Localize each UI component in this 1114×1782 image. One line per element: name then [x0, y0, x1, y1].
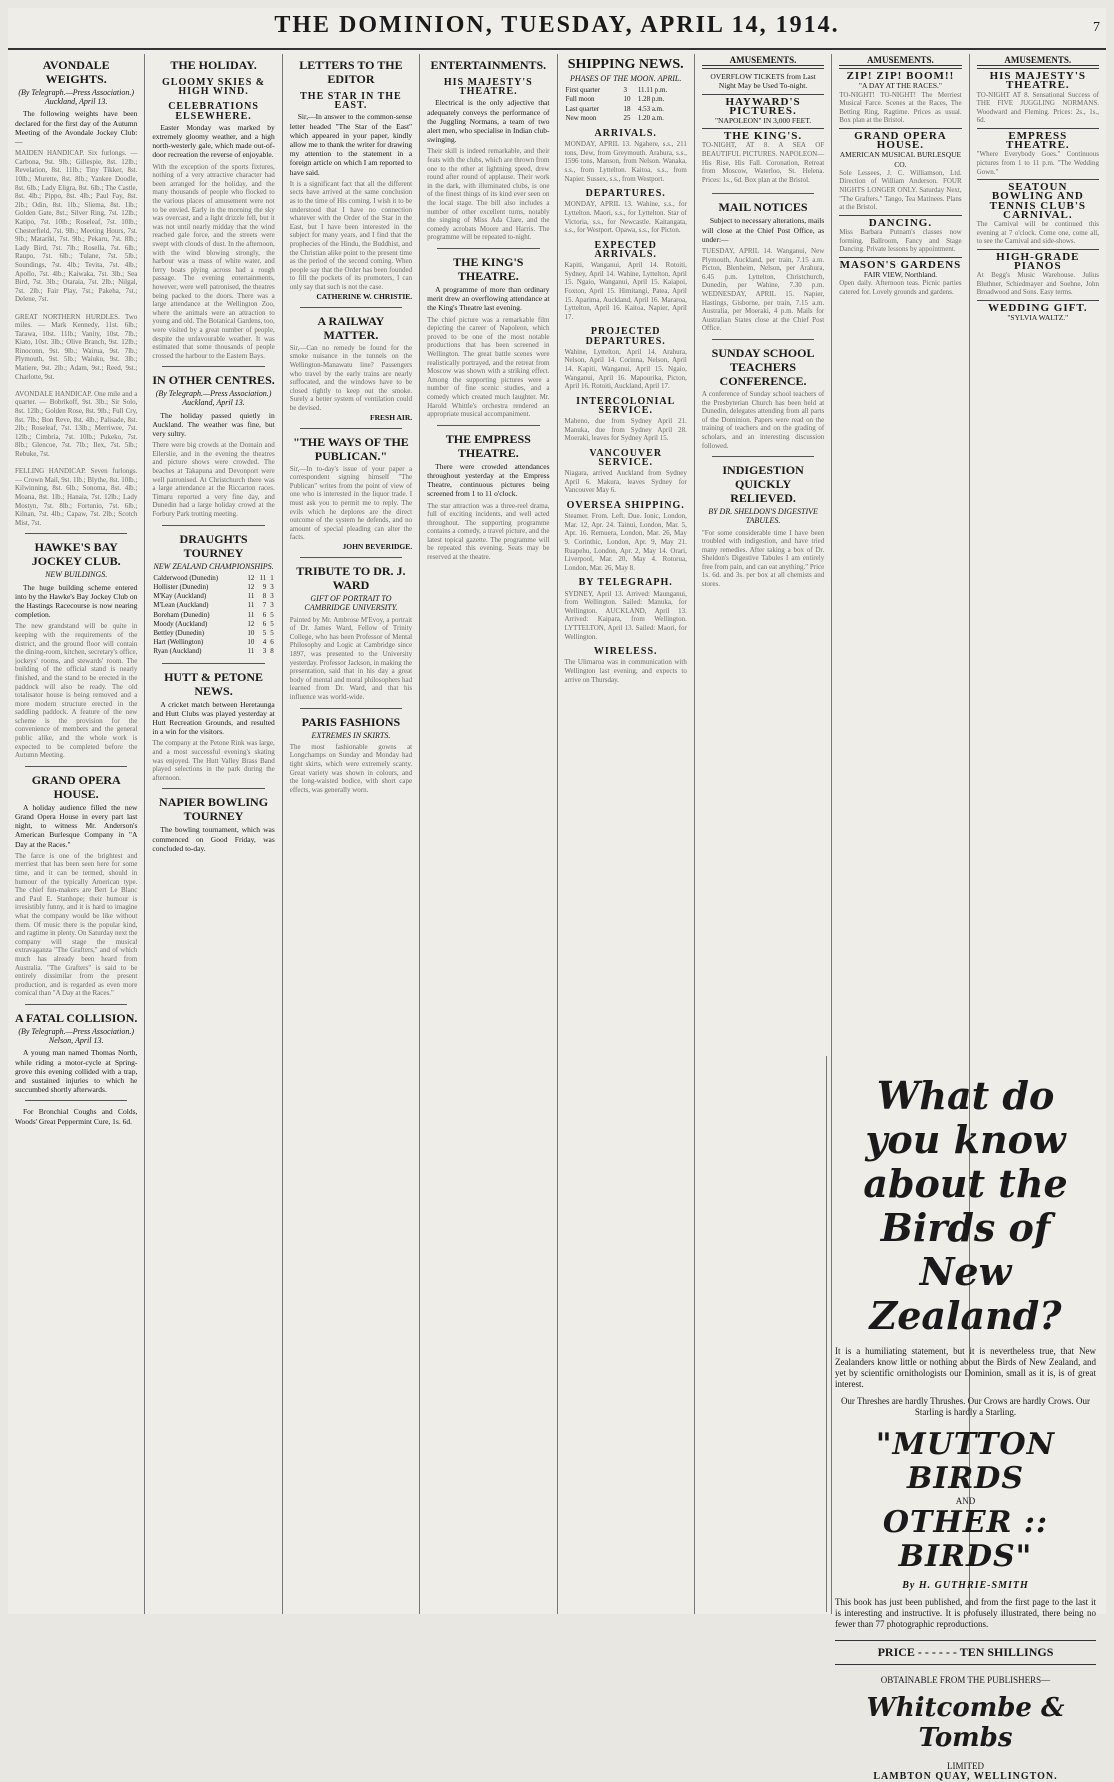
- publisher-address: LAMBTON QUAY, WELLINGTON.: [873, 1771, 1058, 1782]
- table-cell: 12: [247, 573, 255, 582]
- article-continuation: Their skill is indeed remarkable, and their feats with the clubs, which are thrown from one to the other at lightning speed, drew round after round of applause. Their work in the dark, with illuminated clubs, is one of the finest things of its kind ever seen on the local stage. The bill also includes a number of other excellent turns, notably the singing of Miss Ada Clare, and the comedy acrobats Moore and Harris. The programme will be repeated to-night.: [427, 147, 550, 242]
- table-row: [152, 638, 274, 647]
- section-heading: ARRIVALS.: [594, 128, 657, 140]
- table-cell: 7: [262, 601, 267, 610]
- article-text: A young man named Thomas North, while riding a motor-cycle at Spring-grove this evening collided with a trap, and sustained injuries to which he succumbed shortly afterwards.: [15, 1048, 138, 1095]
- subheading: THE STAR IN THE EAST.: [300, 91, 402, 112]
- advert-grand-opera-house: GRAND OPERA HOUSE. AMERICAN MUSICAL BURLESQUE CO. Sole Lessees, J. C. Williamson, Ltd. Direction of William Anderson. FOUR NIGHTS LONGER ONLY. Saturday Next, "The Grafters." Tango, Tea Matinees. Plans at the Bristol.: [839, 128, 961, 215]
- subheading: PHASES OF THE MOON. APRIL.: [569, 74, 682, 83]
- table-cell: New moon: [565, 113, 597, 122]
- moon-phases-table: [565, 86, 687, 123]
- table-row: [152, 647, 274, 656]
- table-cell: Bettley (Dunedin): [153, 629, 205, 638]
- heading-mail-notices: MAIL NOTICES: [718, 200, 808, 215]
- table-cell: Boreham (Dunedin): [153, 610, 210, 619]
- article-text: Easter Monday was marked by extremely gloomy weather, and a high north-westerly gale, which made out-of-door recreation the reverse of enjoyable.: [152, 122, 275, 160]
- heading-avondale-weights: AVONDALE WEIGHTS.: [42, 58, 110, 86]
- article-text: The following weights have been declared for the first day of the Autumn Meeting of the Avondale Jockey Club:—: [15, 109, 138, 147]
- table-cell: 18: [623, 104, 631, 113]
- advert-masons-gardens: MASON'S GARDENS FAIR VIEW, Northland. Open daily. Afternoon teas. Picnic parties catered for. Lovely grounds and gardens.: [839, 257, 961, 300]
- heading-the-holiday: THE HOLIDAY.: [170, 58, 257, 72]
- shipping-list: SYDNEY, April 13. Arrived: Maunganui, from Wellington. Sailed: Manuka, for Wellington. AUCKLAND, April 13. Arrived: Kaipara, from Wellington. LYTTELTON, April 13. Sailed: Maori, for Wellington.: [564, 589, 687, 641]
- section-heading: INTERCOLONIAL SERVICE.: [576, 395, 676, 416]
- dateline: (By Telegraph.—Press Association.) Auckland, April 13.: [155, 389, 272, 408]
- shipping-list: MONDAY, APRIL 13. Wahine, s.s., for Lyttelton. Maori, s.s., for Lyttelton. Star of Victoria, s.s., for Newcastle. Kaitangata, s.s., for Westport. Opawa, s.s., for Picton.: [564, 200, 687, 235]
- table-cell: 8: [262, 592, 267, 601]
- article-continuation: The star attraction was a three-reel drama, full of exciting incidents, and well acted throughout. The supporting programme contains a comedy, a travel picture, and the latest topical gazette. The programme will be repeated this evening. Seats may be reserved at the theatre.: [427, 501, 550, 562]
- letter-signature: JOHN BEVERIDGE.: [342, 542, 413, 552]
- section-heading: WIRELESS.: [593, 646, 658, 658]
- table-cell: 6: [262, 619, 267, 628]
- heading-fatal-collision: A FATAL COLLISION.: [15, 1010, 138, 1025]
- table-cell: 9: [262, 583, 267, 592]
- heading-paris-fashions: PARIS FASHIONS: [301, 714, 401, 729]
- section-heading: EXPECTED ARRIVALS.: [594, 239, 657, 260]
- heading-ways-of-publican: "THE WAYS OF THE PUBLICAN.": [293, 434, 409, 463]
- table-cell: 11: [247, 601, 255, 610]
- table-cell: 25: [623, 113, 631, 122]
- table-row: [565, 86, 687, 95]
- obtainable-line: OBTAINABLE FROM THE PUBLISHERS—: [880, 1675, 1051, 1685]
- advert-wedding-gift: WEDDING GIFT. "SYLVIA WALTZ.": [977, 300, 1099, 325]
- article-text: Electrical is the only adjective that adequately conveys the performance of the Juggling Normans, a team of two alert men, who specialise in Indian club-swinging.: [427, 98, 550, 145]
- subheading: GIFT OF PORTRAIT TO CAMBRIDGE UNIVERSITY.: [304, 594, 398, 613]
- book-description: This book has just been published, and from the first page to the last it is interesting and instructive. It is profusely illustrated, there being no fewer than 77 photographic reproductions.: [835, 1597, 1096, 1629]
- table-cell: First quarter: [565, 86, 600, 95]
- table-row: [152, 601, 274, 610]
- table-cell: M'Kay (Auckland): [153, 592, 207, 601]
- heading-kings-theatre: THE KING'S THEATRE.: [453, 254, 524, 283]
- advert-seatoun: SEATOUN BOWLING AND TENNIS CLUB'S CARNIVAL. The Carnival will be continued this evening at 7 o'clock. Come one, come all, to see the Carnival and side-shows.: [977, 179, 1099, 249]
- shipping-list: Maheno, due from Sydney April 21. Manuka, due from Sydney April 28. Moeraki, leaves for Sydney April 15.: [564, 417, 687, 443]
- masthead-title: THE DOMINION, TUESDAY, APRIL 14, 1914.: [274, 12, 840, 38]
- amusements-heading: AMUSEMENTS.: [702, 56, 824, 66]
- page-number: 7: [1093, 20, 1100, 35]
- advert-dancing: DANCING. Miss Barbara Putnam's classes now forming. Ballroom, Fancy and Stage Dancing. Private lessons by appointment.: [839, 215, 961, 257]
- article-text: Painted by Mr. Ambrose M'Evoy, a portrait of Dr. James Ward, Fellow of Trinity College, who has been Professor of Mental Philosophy and Logic at Cambridge since 1897, was presented to the University yesterday. Professor Jackson, in making the presentation, said that in his day a great body of mental and moral philosophers had learned from Dr. Ward, and that his influence was world-wide.: [289, 615, 413, 701]
- table-cell: 11: [259, 573, 267, 582]
- table-cell: Last quarter: [565, 104, 600, 113]
- table-cell: 1: [270, 573, 274, 582]
- table-row: [152, 574, 274, 583]
- amusements-heading: AMUSEMENTS.: [977, 56, 1099, 66]
- table-cell: 12: [247, 619, 255, 628]
- table-cell: Calderwood (Dunedin): [153, 573, 219, 582]
- table-cell: 5: [270, 610, 274, 619]
- article-text: The most fashionable gowns at Longchamps on Sunday and Monday had tight skirts, which were extremely scanty. Great variety was shown in colours, and the long-waisted bodice, with short cape effects, was generally worn.: [289, 742, 413, 794]
- table-cell: 5: [270, 629, 274, 638]
- table-cell: Moody (Auckland): [153, 619, 208, 628]
- table-cell: 3: [262, 647, 267, 656]
- article-text: The holiday passed quietly in Auckland. The weather was fine, but very sultry.: [152, 410, 275, 439]
- article-continuation: The farce is one of the brightest and merriest that has been seen here for some time, and it can be termed, should in humour of the typically American type. The chief fun-makers are Bert Le Blanc and Paul E. Stanhope; their humour is irresistibly funny, and it is hard to imagine what the company would be like without them. Of music there is the popular kind, and ragtime in plenty. On Saturday next the company will stage the musical extravaganza "The Grafters," and of which much has already been heard from Australia. "The Grafters" is said to be entirely dissimilar from the present production, and is regarded as even more comical than "A Day at the Races.": [15, 851, 138, 998]
- table-cell: 5: [270, 619, 274, 628]
- table-row: [152, 620, 274, 629]
- article-continuation: The new grandstand will be quite in keeping with the requirements of the district, and the ground floor will contain the dining-room, kitchen, secretary's office, jockeys' rooms, and stewards' room. The building of the official stand is nearly finished, and the stand to be erected in the paddock will also be ready. The old totalisator house is being removed and a more modern structure erected in the saddling paddock. A feature of the new scheme is the provision for the convenience of members and the general public alike, and the whole work is expected to be completed before the Autumn Meeting.: [15, 622, 138, 760]
- table-cell: 10: [247, 629, 255, 638]
- table-cell: 3: [623, 86, 627, 95]
- column-3: [283, 54, 420, 1614]
- article-text: A programme of more than ordinary merit drew an overflowing attendance at the King's Theatre last evening.: [427, 284, 550, 313]
- table-cell: 11.11 p.m.: [637, 86, 668, 95]
- shipping-list: The Ulimaroa was in communication with Wellington last evening, and expects to arrive on Thursday.: [564, 658, 687, 684]
- masthead: [8, 8, 1106, 50]
- advert-empress: EMPRESS THEATRE. "Where Everybody Goes." Continuous pictures from 1 to 11 p.m. "The Wedding Gown.": [977, 128, 1099, 179]
- article-continuation: It is a significant fact that all the different sects have arrived at the same conclusion as to the time of His coming. I wish it to be understood that I have no connection whatever with the Order of the Star in the East, but I have been interested in the subject for many years, and I find that the prophecies of the Hindu, the Buddhist, and the Christian alike point to the present time as the period of the second coming. When people say that the Order has been founded to fill the pockets of its promoters, I can only say that such is not the case.: [289, 179, 413, 291]
- shipping-list: Kapiti, Wanganui, April 14. Rotoiti, Sydney, April 14. Wahine, Lyttelton, April 15. Ngaio, Wanganui, April 15. Kaiapoi, Foxton, April 15. Himitangi, Patea, April 15. Aparima, Auckland, April 16. Mararoa, Lyttelton, April 16. Kaitoa, Napier, April 17.: [564, 261, 687, 321]
- subheading: GLOOMY SKIES & HIGH WIND.: [162, 77, 266, 98]
- article-text: There were crowded attendances throughout yesterday at the Empress Theatre, continuous pictures being screened from 1 to 11 o'clock.: [427, 461, 550, 499]
- section-heading: DEPARTURES.: [585, 188, 666, 200]
- draughts-table: [152, 574, 274, 657]
- book-title-line-2: OTHER :: BIRDS": [882, 1505, 1049, 1574]
- table-cell: 5: [262, 629, 267, 638]
- article-text: A conference of Sunday school teachers of the Presbyterian Church has been held at Dunedin, delegates attending from all parts of the Dominion. Papers were read on the training of teachers and on the grading of scholars, and an interesting discussion followed.: [701, 389, 825, 450]
- advert-line: For Bronchial Coughs and Colds, Woods' Great Peppermint Cure, 1s. 6d.: [15, 1107, 138, 1126]
- section-heading: VANCOUVER SERVICE.: [589, 447, 663, 469]
- heading-shipping-news: SHIPPING NEWS.: [567, 57, 684, 72]
- table-row: [152, 592, 274, 601]
- book-price: PRICE - - - - - - TEN SHILLINGS: [835, 1640, 1096, 1665]
- table-row: [152, 611, 274, 620]
- table-row: [152, 629, 274, 638]
- article-continuation: With the exception of the sports fixtures, nothing of a very attractive character had been arranged for the holiday, and the many thousands of people who flocked to the various places of amusement were not to be envied. Early in the morning the sky was overcast, and a light drizzle fell, but it was not until nearly midday that the wind reached gale force, and the streets were swept with clouds of dust. In the afternoon, with the wind blowing strongly, the harbour was a mass of white water, and ferry boats plying across had a rough passage. The evening entertainments, however, were well patronised, the theatres being packed to the doors. There was a large attendance at the Wellington Zoo, where the animals were an attraction to young and old. The Botanical Gardens, too, were visited by a great number of people, despite the unfavourable weather. It was estimated that some thousands of people crossed the harbour to the Eastern Bays.: [152, 162, 275, 360]
- column-2: [145, 54, 282, 1614]
- heading-entertainments: ENTERTAINMENTS.: [430, 58, 547, 72]
- column-5: [558, 54, 695, 1614]
- column-6: [695, 54, 832, 1614]
- heading-hutt-petone: HUTT & PETONE NEWS.: [164, 669, 264, 698]
- heading-tribute: TRIBUTE TO DR. J. WARD: [296, 564, 406, 593]
- table-cell: 6: [262, 610, 267, 619]
- dateline: (By Telegraph.—Press Association.) Nelson, April 13.: [18, 1026, 135, 1046]
- book-advertisement: [826, 1056, 1104, 1782]
- article-text: A holiday audience filled the new Grand Opera House in every part last night, to witness Mr. Anderson's American Burlesque Company in "A Day at the Races.": [15, 802, 138, 849]
- column-1: [8, 54, 145, 1614]
- subheading: EXTREMES IN SKIRTS.: [311, 730, 391, 740]
- section-heading: PROJECTED DEPARTURES.: [585, 326, 666, 347]
- heading-indigestion: INDIGESTION QUICKLY RELIEVED.: [722, 463, 804, 506]
- table-cell: Hart (Wellington): [153, 638, 204, 647]
- heading-letters: LETTERS TO THE EDITOR: [299, 58, 403, 86]
- publisher-limited: LIMITED: [947, 1761, 984, 1771]
- table-cell: 3: [270, 592, 274, 601]
- advert-text: "For some considerable time I have been troubled with indigestion, and have tried many remedies. After taking a box of Dr. Sheldon's Digestive Tabules I am entirely free from pain, and can eat anything." Price 1s. 6d. and 3s. per box at all chemists and stores.: [701, 528, 825, 589]
- subheading: CELEBRATIONS ELSEWHERE.: [168, 101, 259, 122]
- article-continuation: The chief picture was a remarkable film depicting the career of Napoleon, which proved to be one of the most notable productions that has been screened in Wellington. The great battle scenes were realistically portrayed, and the retreat from Moscow was shown with a striking effect. Among the supporting pictures were a number of fine scenic studies, and a comedy which created much laughter. Mr. Harold Whittle's orchestra rendered an appropriate musical accompaniment.: [427, 315, 550, 419]
- letter-signature: FRESH AIR.: [370, 412, 413, 422]
- table-cell: Ryan (Auckland): [153, 647, 202, 656]
- shipping-list: MONDAY, APRIL 13. Ngahere, s.s., 211 tons, Dew, from Greymouth. Arahura, s.s., 1596 tons, Manson, from Nelson. Wanaka, s.s., from Lyttelton. Kaitoa, s.s., from Napier. Sussex, s.s., from Westport.: [564, 140, 687, 183]
- book-author: By H. GUTHRIE-SMITH: [902, 1580, 1029, 1591]
- subheading: NEW BUILDINGS.: [45, 570, 108, 580]
- table-cell: 3: [270, 583, 274, 592]
- weights-listing: MAIDEN HANDICAP. Six furlongs. — Carbona, 9st. 9lb.; Gillespie, 8st. 12lb.; Revelation, 8st. 11lb.; Tiny Tikker, 8st. 10lb.; Murette, 8st. 8lb.; Yankee Doodle, 8st. 6lb.; Lady Eligra, 8st. 6lb.; The Castle, 8st. 4lb.; Pippo, 8st. 4lb.; Paul Fay, 8st. 2lb.; Odin, 8st. 1lb.; Sliema, 8st. 1lb.; Golden Gate, 8st.; Silver Ring, 7st. 12lb.; Katipo, 7st. 10lb.; Roseleaf, 7st. 10lb.; Chesterfield, 7st. 9lb.; Meeting Hours, 7st. 9lb.; Matariki, 7st. 9lb.; Pekaru, 7st. 8lb.; Lady Bird, 7st. 7lb.; Rosella, 7st. 6lb.; Raupo, 7st. 6lb.; Tulane, 7st. 5lb.; Soundings, 7st. 4lb.; Tevita, 7st. 4lb.; Apollo, 7st. 4lb.; Kaiwaka, 7st. 3lb.; Sea Bird, 7st. 3lb.; Otaraia, 7st. 2lb.; Nilgal, 7st. 2lb.; Fair Play, 7st.; Pakeha, 7st.; Delene, 7st. GREAT NORTHERN HURDLES. Two miles. — Mark Kennedy, 11st. 6lb.; Tarawa, 10st. 11lb.; Vanity, 10st. 7lb.; Kiato, 10st. 3lb.; Olive Branch, 9st. 12lb.; Rinoconn, 9st. 9lb.; Wairua, 9st. 7lb.; Plymouth, 9st. 5lb.; Waiuku, 9st. 3lb.; Matiere, 9st. 2lb.; Adam, 9st.; Reed, 9st.; Charlotte, 9st. AVONDALE HANDICAP. One mile and a quarter. — Bobrikoff, 9st. 3lb.; Sir Solo, 8st. 12lb.; Golden Rose, 8st. 9lb.; Full Cry, 8st. 7lb.; Bon Reve, 8st. 4lb.; Palisade, 8st. 2lb.; Roseleaf, 7st. 13lb.; Merriwee, 7st. 12lb.; Cimbria, 7st. 10lb.; Pukeko, 7st. 8lb.; Glencoe, 7st. 7lb.; Ilex, 7st. 5lb.; Rebuke, 7st. FELLING HANDICAP. Seven furlongs. — Crown Mail, 9st. 1lb.; Blythe, 8st. 10lb.; Kilwinning, 8st. 6lb.; Sonoma, 8st. 4lb.; Moana, 8st. 1lb.; Hanaia, 7st. 12lb.; Lady Mostyn, 7st. 8lb.; Fortunio, 7st. 6lb.; Kilnan, 7st. 4lb.; Capaw, 7st. 2lb.; Scotch Mist, 7st.: [15, 149, 138, 527]
- article-text: The bowling tournament, which was commenced on Good Friday, was concluded to-day.: [152, 825, 275, 853]
- table-cell: 10: [623, 95, 631, 104]
- article-text: A cricket match between Heretaunga and Hutt Clubs was played yesterday at Hutt Recreation Grounds, and resulted in a win for the visitors.: [152, 699, 275, 737]
- shipping-list: Steamer. From. Left. Due. Ionic, London, Mar. 12, Apr. 24. Tainui, London, Mar. 5, Apr. 16. Remuera, London, Mar. 26, May 9. Corinthic, London, Apr. 9, May 21. Ruapehu, London, Apr. 2, May 14. Orari, Liverpool, Mar. 20, May 4. Rotorua, London, Mar. 26, May 8.: [564, 512, 687, 572]
- advert-body: It is a humiliating statement, but it is nevertheless true, that New Zealanders know little or nothing about the Birds of New Zealand, and yet by scientific ornithologists our Dominion, small as it is, is of great interest.: [835, 1346, 1096, 1389]
- advert-his-majestys: HIS MAJESTY'S THEATRE. TO-NIGHT AT 8. Sensational Success of THE FIVE JUGGLING NORMANS. Woodward and Fleming. Prices: 2s., 1s., 6d.: [977, 68, 1099, 128]
- article-text: Subject to necessary alterations, mails will close at the Chief Post Office, as under:—: [701, 216, 825, 244]
- dateline: (By Telegraph.—Press Association.) Auckland, April 13.: [18, 88, 135, 107]
- heading-railway-matter: A RAILWAY MATTER.: [317, 313, 385, 342]
- table-cell: 6: [270, 638, 274, 647]
- table-cell: 1.28 p.m.: [637, 95, 665, 104]
- advert-day-at-races: ZIP! ZIP! BOOM!! "A DAY AT THE RACES." TO-NIGHT! TO-NIGHT! The Merriest Musical Farce. Scenes at the Races, The Betting Ring, Ragtime. Prices as usual. Box plan at the Bristol.: [839, 68, 961, 128]
- advert-headline: What do you know about the Birds of New Zealand?: [863, 1073, 1068, 1338]
- table-cell: 11: [247, 610, 255, 619]
- heading-grand-opera-house: GRAND OPERA HOUSE.: [31, 772, 121, 801]
- article-text: Sir,—Can no remedy be found for the smoke nuisance in the tunnels on the Wellington-Manawatu line? Passengers who travel by the early trains are nearly suffocated, and the windows have to be closed tightly to keep out the smoke. Surely a better system of ventilation could be devised.: [289, 343, 413, 412]
- article-continuation: The company at the Petone Rink was large, and a most successful evening's skating was enjoyed. The Hutt Valley Brass Band played selections in the park during the afternoon.: [152, 739, 275, 782]
- advert-overflow: OVERFLOW TICKETS from Last Night May be Used To-night.: [702, 68, 824, 93]
- advert-tagline: Our Threshes are hardly Thrushes. Our Crows are hardly Crows. Our Starling is hardly a Starling.: [840, 1396, 1091, 1417]
- table-cell: Full moon: [565, 95, 595, 104]
- table-cell: 12: [247, 583, 255, 592]
- book-title-and: AND: [955, 1496, 976, 1506]
- book-title-line-1: "MUTTON BIRDS: [875, 1427, 1056, 1496]
- table-cell: Hollister (Dunedin): [153, 583, 209, 592]
- heading-hawkes-bay: HAWKE'S BAY JOCKEY CLUB.: [31, 540, 121, 569]
- letter-signature: CATHERINE W. CHRISTIE.: [316, 291, 413, 301]
- shipping-list: Niagara, arrived Auckland from Sydney April 6. Makura, leaves Sydney for Vancouver May 6.: [564, 469, 687, 495]
- subheading: BY DR. SHELDON'S DIGESTIVE TABULES.: [708, 507, 818, 526]
- article-text: Sir,—In to-day's issue of your paper a correspondent signing himself "The Publican" writes from the point of view of one who is interested in the liquor trade. I must ask you to permit me to reply. The evils which he deplores are the direct outcome of the system he defends, and no amount of special pleading can alter the facts.: [289, 464, 413, 542]
- table-row: [565, 114, 687, 123]
- shipping-list: Wahine, Lyttelton, April 14. Arahura, Nelson, April 14. Corinna, Nelson, April 14. Kapiti, Wanganui, April 15. Ngaio, Wanganui, April 16. Mapourika, Picton, April 16. Rotoiti, Auckland, April 17.: [564, 347, 687, 391]
- table-cell: 11: [247, 647, 255, 656]
- heading-empress-theatre: THE EMPRESS THEATRE.: [445, 431, 531, 460]
- table-cell: 4: [262, 638, 267, 647]
- section-heading: BY TELEGRAPH.: [578, 577, 673, 589]
- newspaper-page: [8, 8, 1106, 1782]
- article-continuation: There were big crowds at the Domain and Ellerslie, and in the evening the theatres and picture shows were crowded. The beaches at Takapuna and Devonport were well patronised. At Christchurch there was a large attendance at the Riccarton races. Timaru reported a very fine day, and Dunedin had a large holiday crowd at the Forbury Park trotting meeting.: [152, 441, 275, 519]
- column-4: [420, 54, 557, 1614]
- advert-kings: THE KING'S. TO-NIGHT, AT 8. A SEA OF BEAUTIFUL PICTURES. NAPOLEON—His Rise, His Fall. Coronation, Retreat from Moscow, Waterloo, St. Helena. Prices: 1s., 6d. Box plan at the Bristol.: [702, 128, 824, 187]
- heading-draughts-tourney: DRAUGHTS TOURNEY: [179, 531, 248, 560]
- section-heading: OVERSEA SHIPPING.: [566, 500, 685, 512]
- article-text: The huge building scheme entered into by the Hawke's Bay Jockey Club on the Hastings Racecourse is now nearing completion.: [15, 582, 138, 620]
- heading-napier-bowling: NAPIER BOWLING TOURNEY: [159, 795, 269, 824]
- mail-listing: TUESDAY, APRIL 14. Wanganui, New Plymouth, Auckland, per train, 7.15 a.m. Picton, Blenheim, Nelson, per Arahura, 6.45 p.m. Lyttelton, Christchurch, Dunedin, per Wahine, 7.30 p.m. WEDNESDAY, APRIL 15. Napier, Hastings, Gisborne, per train, 7.15 a.m. Australia, per Moeraki, 4 p.m. Mails for Australian States close at the Chief Post Office.: [701, 247, 825, 333]
- publisher-name: Whitcombe & Tombs: [866, 1693, 1065, 1753]
- advert-pianos: HIGH-GRADE PIANOS At Begg's Music Warehouse. Julius Bluthner, Schiedmayer and Soehne, John Broadwood and Sons. Easy terms.: [977, 249, 1099, 300]
- table-row: [152, 583, 274, 592]
- heading-sunday-school: SUNDAY SCHOOL TEACHERS CONFERENCE.: [711, 345, 815, 388]
- table-cell: 3: [270, 601, 274, 610]
- table-row: [565, 95, 687, 104]
- table-cell: 10: [247, 638, 255, 647]
- table-cell: 11: [247, 592, 255, 601]
- amusements-heading: AMUSEMENTS.: [839, 56, 961, 66]
- table-row: [565, 105, 687, 114]
- heading-other-centres: IN OTHER CENTRES.: [152, 373, 275, 388]
- subheading: NEW ZEALAND CHAMPIONSHIPS.: [153, 561, 274, 571]
- advert-hayward: HAYWARD'S PICTURES. "NAPOLEON" IN 3,000 FEET.: [702, 94, 824, 129]
- table-cell: M'Lean (Auckland): [153, 601, 209, 610]
- table-cell: 1.20 a.m.: [637, 113, 664, 122]
- article-text: Sir,—In answer to the common-sense letter headed "The Star of the East" which appeared in your paper, kindly allow me to thank the writer for drawing my attention to the statement in a foreign article on which I am reported to have said.: [289, 112, 413, 177]
- subheading: HIS MAJESTY'S THEATRE.: [443, 77, 533, 98]
- table-cell: 4.53 a.m.: [637, 104, 664, 113]
- table-cell: 8: [270, 647, 274, 656]
